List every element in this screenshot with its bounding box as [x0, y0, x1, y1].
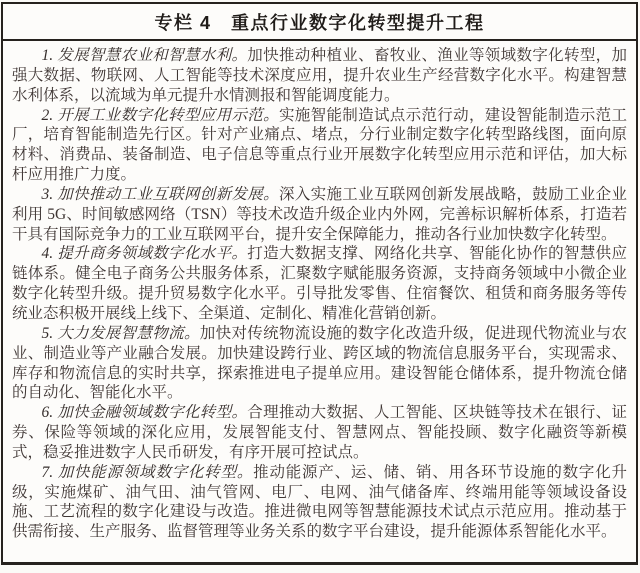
paragraph-2-text: 实施智能制造试点示范行动，建设智能制造示范工厂，培育智能制造先行区。针对产业痛点、堵点，分行业制定数字化转型路线图，面向原材料、消费品、装备制造、电子信息等重点行业开展数字化转型应用示范和评估，加大标杆应用推广力度。	[12, 106, 627, 184]
paragraph-1-lead: 1. 发展智慧农业和智慧水利。	[41, 47, 248, 64]
paragraph-5	[12, 324, 627, 403]
paragraph-4	[12, 244, 627, 323]
paragraph-6-text: 合理推动大数据、人工智能、区块链等技术在银行、证券、保险等领域的深化应用，发展智能支付、智慧网点、智能投顾、数字化融资等新模式，稳妥推进数字人民币研发，有序开展可控试点。	[12, 404, 627, 461]
panel-title	[3, 4, 636, 41]
paragraph-5-text: 加快对传统物流设施的数字化改造升级，促进现代物流业与农业、制造业等产业融合发展。加快建设跨行业、跨区域的物流信息服务平台，实现需求、库存和物流信息的实时共享，探索推进电子提单应用。建设智能仓储体系，提升物流仓储的自动化、智能化水平。	[12, 324, 627, 402]
panel-body	[3, 41, 636, 548]
paragraph-6	[12, 403, 627, 463]
paragraph-4-lead: 4. 提升商务领域数字化水平。	[41, 245, 248, 263]
paragraph-1-text: 加快推动种植业、畜牧业、渔业等领域数字化转型，加强大数据、物联网、人工智能等技术深度应用，提升农业生产经营数字化水平。构建智慧水利体系，以流域为单元提升水情测报和智能调度能力。	[12, 47, 627, 104]
paragraph-6-lead: 6. 加快金融领域数字化转型。	[41, 404, 248, 422]
paragraph-3	[12, 185, 627, 245]
paragraph-1	[12, 46, 627, 106]
paragraph-7	[12, 463, 627, 542]
paragraph-5-lead: 5. 大力发展智慧物流。	[41, 324, 200, 342]
paragraph-7-text: 推动能源产、运、储、销、用各环节设施的数字化升级，实施煤矿、油气田、油气管网、电厂、电网、油气储备库、终端用能等领域设备设施、工艺流程的数字化建设与改造。推进微电网等智慧能源技术试点示范应用。推动基于供需衔接、生产服务、监督管理等业务关系的数字平台建设，提升能源体系智能化水平。	[12, 463, 627, 541]
paragraph-3-lead: 3. 加快推动工业互联网创新发展。	[41, 185, 279, 203]
paragraph-4-text: 打造大数据支撑、网络化共享、智能化协作的智慧供应链体系。健全电子商务公共服务体系，汇聚数字赋能服务资源，支持商务领域中小微企业数字化转型升级。提升贸易数字化水平。引导批发零售、住宿餐饮、租赁和商务服务等传统业态积极开展线上线下、全渠道、定制化、精准化营销创新。	[12, 245, 627, 322]
paragraph-2-lead: 2. 开展工业数字化转型应用示范。	[41, 106, 279, 124]
paragraph-3-text: 深入实施工业互联网创新发展战略，鼓励工业企业利用 5G、时间敏感网络（TSN）等技术改造升级企业内外网，完善标识解析体系，打造若干具有国际竞争力的工业互联网平台，提升安全保障能力，推动各行业加快数字化转型。	[12, 185, 627, 243]
highlight-box-panel	[1, 2, 638, 565]
paragraph-2	[12, 106, 627, 185]
panel-title-text: 专栏 4 重点行业数字化转型提升工程	[154, 12, 485, 33]
paragraph-7-lead: 7. 加快能源领域数字化转型。	[41, 463, 254, 481]
